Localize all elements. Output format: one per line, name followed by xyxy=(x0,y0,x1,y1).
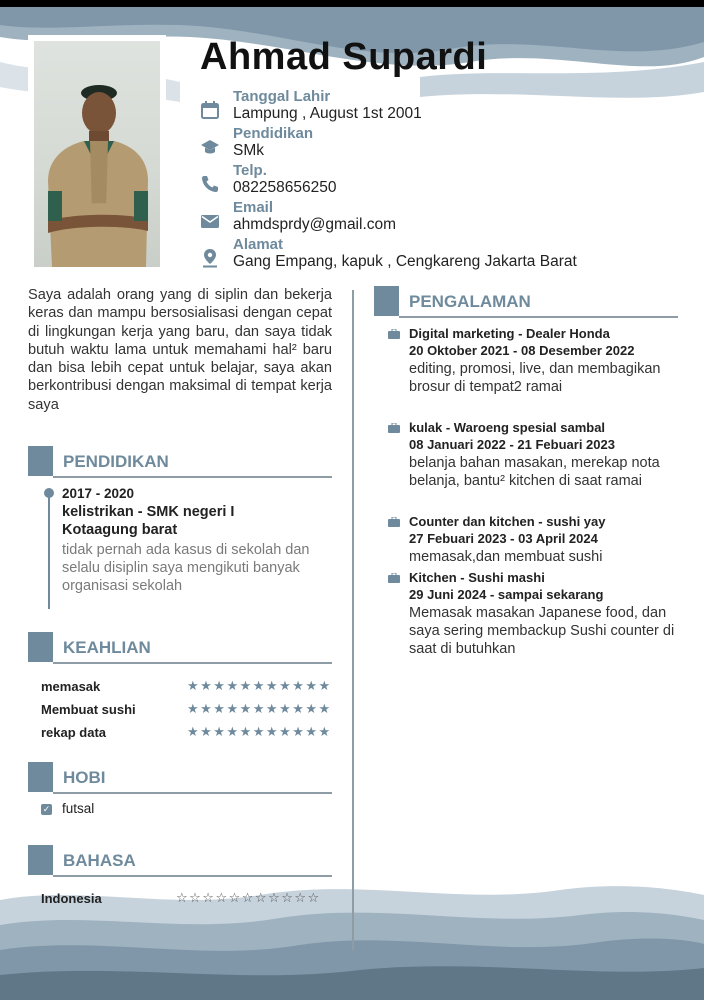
experience-job: Kitchen - Sushi mashi xyxy=(409,570,545,585)
section-header-hobbies xyxy=(28,762,332,794)
contact-value: Gang Empang, kapuk , Cengkareng Jakarta Barat xyxy=(233,253,577,270)
briefcase-icon xyxy=(388,423,400,433)
contact-label: Pendidikan xyxy=(233,125,314,142)
section-marker xyxy=(28,632,53,662)
skill-name: memasak xyxy=(41,679,101,694)
section-title: PENDIDIKAN xyxy=(63,452,169,471)
column-divider xyxy=(352,290,354,950)
mail-icon xyxy=(200,211,220,231)
briefcase-icon xyxy=(388,573,400,583)
section-marker xyxy=(28,446,53,476)
phone-icon xyxy=(200,174,220,194)
profile-photo-frame xyxy=(28,35,166,273)
contact-label: Telp. xyxy=(233,162,267,179)
person-illustration-icon xyxy=(34,41,160,267)
section-underline xyxy=(53,476,332,478)
experience-job: Counter dan kitchen - sushi yay xyxy=(409,514,606,529)
briefcase-icon xyxy=(388,329,400,339)
skill-item xyxy=(41,702,331,720)
profile-photo xyxy=(34,41,160,267)
section-marker xyxy=(28,845,53,875)
contact-birthdate xyxy=(200,88,680,124)
profile-summary: Saya adalah orang yang di siplin dan bekerja keras dan mampu bersosialisasi dengan cepat di lingkungan kerja yang baru, dan saya tidak butuh waktu lama untuk memahami hal² baru dan bisa lebih cepat untuk belajar, saya akan berkontribusi dengan maksimal di tempat kerja saya xyxy=(28,287,332,413)
skill-rating-stars: ★★★★★★★★★★★ xyxy=(187,701,332,716)
briefcase-icon xyxy=(388,517,400,527)
section-header-skills xyxy=(28,632,332,664)
section-marker xyxy=(28,762,53,792)
contact-label: Email xyxy=(233,199,274,216)
section-underline xyxy=(53,662,332,664)
section-underline xyxy=(53,875,332,877)
checkbox-icon: ✓ xyxy=(42,804,51,814)
contact-label: Alamat xyxy=(233,236,284,253)
contact-value: ahmdsprdy@gmail.com xyxy=(233,216,397,233)
person-name: Ahmad Supardi xyxy=(200,36,488,78)
section-header-experience xyxy=(374,286,678,318)
timeline-line xyxy=(48,494,50,609)
contact-value: 082258656250 xyxy=(233,179,337,196)
skill-item xyxy=(41,679,331,697)
language-name: Indonesia xyxy=(41,891,102,906)
skill-name: Membuat sushi xyxy=(41,702,136,717)
experience-job: Digital marketing - Dealer Honda xyxy=(409,326,610,341)
contact-email xyxy=(200,199,680,235)
section-marker xyxy=(374,286,399,316)
experience-description: Memasak masakan Japanese food, dan saya sering membackup Sushi counter di saat di butuhkan xyxy=(409,605,675,657)
location-pin-icon xyxy=(200,248,220,268)
section-header-education xyxy=(28,446,332,478)
contact-label: Tanggal Lahir xyxy=(233,88,331,105)
experience-job: kulak - Waroeng spesial sambal xyxy=(409,420,606,435)
language-item xyxy=(41,891,331,909)
experience-dates: 27 Febuari 2023 - 03 April 2024 xyxy=(409,531,598,546)
experience-dates: 20 Oktober 2021 - 08 Desember 2022 xyxy=(409,343,635,358)
contact-address xyxy=(200,236,680,272)
experience-dates: 29 Juni 2024 - sampai sekarang xyxy=(409,587,604,602)
section-title: PENGALAMAN xyxy=(409,292,531,311)
graduation-cap-icon xyxy=(200,137,220,157)
contact-education xyxy=(200,125,680,161)
language-rating-stars: ☆☆☆☆☆☆☆☆☆☆☆ xyxy=(176,890,321,905)
experience-description: editing, promosi, live, dan membagikan brosur di tempat2 ramai xyxy=(409,361,661,395)
section-underline xyxy=(399,316,678,318)
section-title: KEAHLIAN xyxy=(63,638,151,657)
contact-value: Lampung , August 1st 2001 xyxy=(233,105,422,122)
hobby-name: futsal xyxy=(62,801,95,816)
top-black-bar xyxy=(0,0,704,7)
experience-description: belanja bahan masakan, merekap nota belanja, bantu² kitchen di saat ramai xyxy=(409,455,660,489)
education-description: tidak pernah ada kasus di sekolah dan selalu disiplin saya mengikuti banyak organisasi sekolah xyxy=(62,542,310,594)
section-underline xyxy=(53,792,332,794)
experience-description: memasak,dan membuat sushi xyxy=(409,549,603,565)
skill-name: rekap data xyxy=(41,725,107,740)
skill-item xyxy=(41,725,331,743)
skill-rating-stars: ★★★★★★★★★★★ xyxy=(187,678,332,693)
section-title: BAHASA xyxy=(63,851,136,870)
education-years: 2017 - 2020 xyxy=(62,486,135,501)
education-school: kelistrikan - SMK negeri I Kotaagung barat xyxy=(62,504,235,538)
calendar-icon xyxy=(200,100,220,120)
section-header-languages xyxy=(28,845,332,877)
section-title: HOBI xyxy=(63,768,106,787)
contact-value: SMk xyxy=(233,142,264,159)
experience-dates: 08 Januari 2022 - 21 Febuari 2023 xyxy=(409,437,615,452)
contact-phone xyxy=(200,162,680,198)
skill-rating-stars: ★★★★★★★★★★★ xyxy=(187,724,332,739)
